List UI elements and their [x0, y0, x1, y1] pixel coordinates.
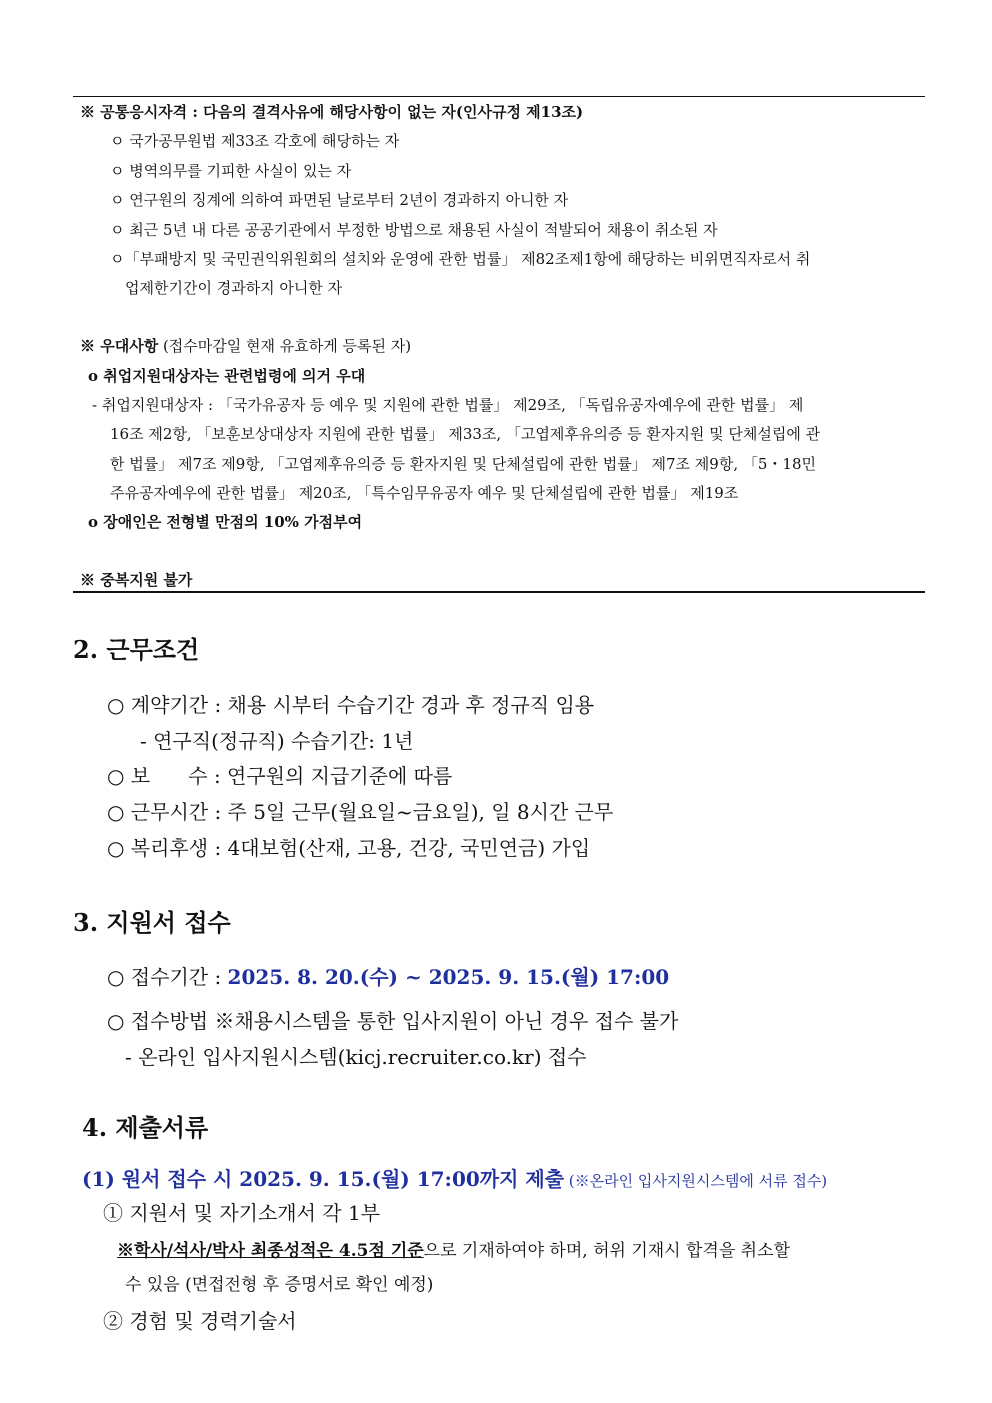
preference-heading-label: ※ 우대사항 — [80, 337, 159, 355]
list-item-continuation: 업제한기간이 경과하지 아니한 자 — [125, 279, 343, 297]
list-item: ㅇ 국가공무원법 제33조 각호에 해당하는 자 — [110, 132, 400, 150]
preference-heading — [80, 335, 411, 356]
list-item: ㅇ 병역의무를 기피한 사실이 있는 자 — [110, 162, 352, 180]
list-item-detail: - 연구직(정규직) 수습기간: 1년 — [140, 729, 414, 753]
preference-detail: 한 법률」 제7조 제9항, 「고엽제후유의증 등 환자지원 및 단체설립에 관한 법률」 제7조 제9항, 「5・18민 — [110, 455, 816, 473]
common-eligibility-heading: ※ 공통응시자격 : 다음의 결격사유에 해당사항이 없는 자(인사규정 제13조) — [80, 103, 584, 121]
section-title-documents: 4. 제출서류 — [82, 1113, 209, 1142]
list-item: ㅇ「부패방지 및 국민권익위원회의 설치와 운영에 관한 법률」 제82조제1항에 해당하는 비위면직자로서 취 — [110, 250, 811, 268]
duplicate-application-note: ※ 중복지원 불가 — [80, 571, 193, 589]
list-item: ○ 복리후생 : 4대보험(산재, 고용, 건강, 국민연금) 가입 — [107, 836, 591, 860]
section-title-work-conditions: 2. 근무조건 — [73, 635, 200, 664]
preference-heading-note: (접수마감일 현재 유효하게 등록된 자) — [158, 337, 412, 355]
application-period-label: ○ 접수기간 : — [107, 965, 228, 989]
application-method-detail: - 온라인 입사지원시스템(kicj.recruiter.co.kr) 접수 — [125, 1045, 587, 1069]
grade-note — [117, 1236, 790, 1261]
preference-item: o 장애인은 전형별 만점의 10% 가점부여 — [88, 513, 363, 531]
documents-deadline-note: (※온라인 입사지원시스템에 서류 접수) — [564, 1172, 828, 1190]
documents-subheading — [82, 1163, 827, 1192]
document-item: ② 경험 및 경력기술서 — [103, 1309, 297, 1333]
preference-detail: 16조 제2항, 「보훈보상대상자 지원에 관한 법률」 제33조, 「고엽제후유의증 등 환자지원 및 단체설립에 관 — [110, 425, 821, 443]
documents-deadline: (1) 원서 접수 시 2025. 9. 15.(월) 17:00까지 제출 — [82, 1167, 565, 1191]
section-title-application: 3. 지원서 접수 — [73, 908, 231, 937]
list-item: ○ 보 수 : 연구원의 지급기준에 따름 — [107, 764, 453, 788]
grade-note-continuation: 수 있음 (면접전형 후 증명서로 확인 예정) — [125, 1275, 434, 1295]
grade-note-text: 으로 기재하여야 하며, 허위 기재시 합격을 취소할 — [423, 1241, 790, 1261]
document-item: ① 지원서 및 자기소개서 각 1부 — [103, 1201, 381, 1225]
application-period — [107, 961, 669, 990]
list-item: ○ 근무시간 : 주 5일 근무(월요일~금요일), 일 8시간 근무 — [107, 800, 614, 824]
list-item: ㅇ 최근 5년 내 다른 공공기관에서 부정한 방법으로 채용된 사실이 적발되어 채용이 취소된 자 — [110, 221, 718, 239]
application-period-value: 2025. 8. 20.(수) ~ 2025. 9. 15.(월) 17:00 — [227, 965, 670, 989]
list-item: ㅇ 연구원의 징계에 의하여 파면된 날로부터 2년이 경과하지 아니한 자 — [110, 191, 569, 209]
list-item: ○ 계약기간 : 채용 시부터 수습기간 경과 후 정규직 임용 — [107, 693, 595, 717]
preference-detail: - 취업지원대상자 : 「국가유공자 등 예우 및 지원에 관한 법률」 제29조, 「독립유공자예우에 관한 법률」 제 — [92, 396, 804, 414]
grade-note-emphasis: ※학사/석사/박사 최종성적은 4.5점 기준 — [117, 1241, 424, 1261]
preference-detail: 주유공자예우에 관한 법률」 제20조, 「특수임무유공자 예우 및 단체설립에 관한 법률」 제19조 — [110, 484, 739, 502]
application-method: ○ 접수방법 ※채용시스템을 통한 입사지원이 아닌 경우 접수 불가 — [107, 1009, 679, 1033]
preference-item: o 취업지원대상자는 관련법령에 의거 우대 — [88, 367, 366, 385]
